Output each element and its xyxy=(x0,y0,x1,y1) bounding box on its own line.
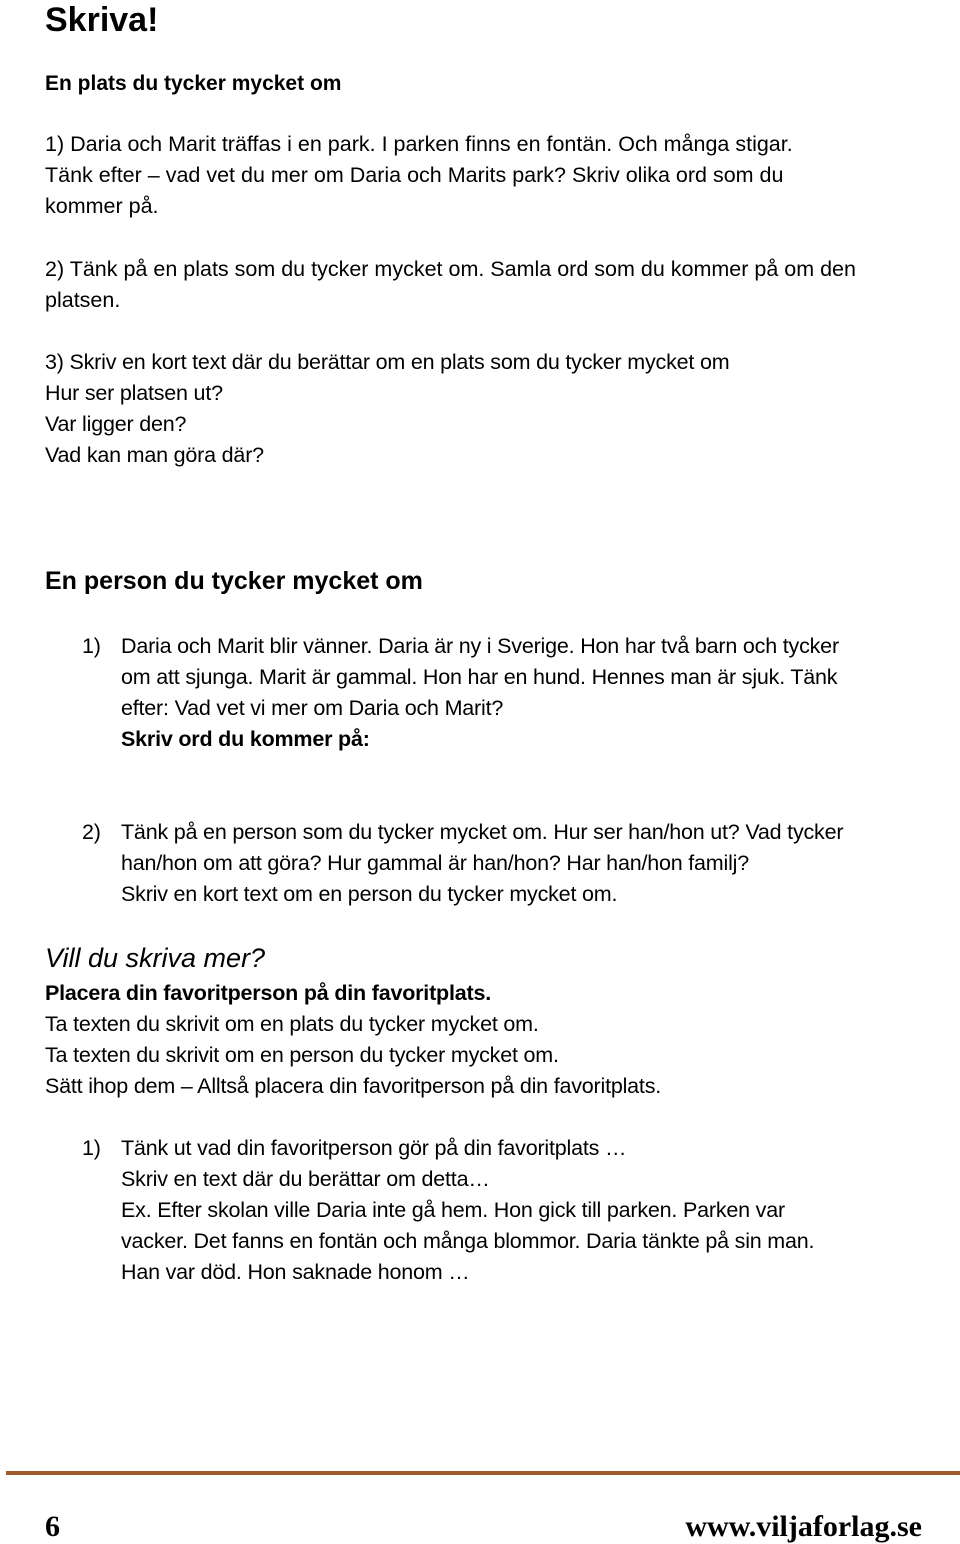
text-line: Tänk efter – vad vet du mer om Daria och Marits park? Skriv olika ord som du xyxy=(45,163,784,187)
list-number: 2) xyxy=(82,820,101,844)
text-line: Skriv en text där du berättar om detta… xyxy=(121,1167,490,1191)
text-line: Vad kan man göra där? xyxy=(45,443,264,467)
more-intro xyxy=(45,978,661,1102)
place-task-2 xyxy=(45,254,856,316)
text-line: 2) Tänk på en plats som du tycker mycket om. Samla ord som du kommer på om den xyxy=(45,257,856,281)
text-line: Daria och Marit blir vänner. Daria är ny i Sverige. Hon har två barn och tycker xyxy=(121,634,839,658)
text-line: Ta texten du skrivit om en plats du tycker mycket om. xyxy=(45,1012,539,1036)
list-number: 1) xyxy=(82,1136,101,1160)
text-line: om att sjunga. Marit är gammal. Hon har en hund. Hennes man är sjuk. Tänk xyxy=(121,665,838,689)
text-line: Ex. Efter skolan ville Daria inte gå hem. Hon gick till parken. Parken var xyxy=(121,1198,785,1222)
text-line: Tänk ut vad din favoritperson gör på din favoritplats … xyxy=(121,1136,627,1160)
text-line: platsen. xyxy=(45,288,121,312)
text-line: efter: Vad vet vi mer om Daria och Marit? xyxy=(121,696,504,720)
text-line: Sätt ihop dem – Alltså placera din favoritperson på din favoritplats. xyxy=(45,1074,662,1098)
text-line: Ta texten du skrivit om en person du tycker mycket om. xyxy=(45,1043,559,1067)
person-task-2 xyxy=(82,817,932,910)
page-number: 6 xyxy=(45,1510,60,1543)
text-line: kommer på. xyxy=(45,194,159,218)
text-line: Skriv en kort text om en person du tycker mycket om. xyxy=(121,882,618,906)
footer-divider xyxy=(6,1471,960,1475)
text-line: han/hon om att göra? Hur gammal är han/hon? Har han/hon familj? xyxy=(121,851,750,875)
page-title: Skriva! xyxy=(45,1,159,39)
more-task-1 xyxy=(82,1133,932,1288)
text-line: 3) Skriv en kort text där du berättar om en plats som du tycker mycket om xyxy=(45,350,730,374)
text-line: Hur ser platsen ut? xyxy=(45,381,223,405)
text-line: Var ligger den? xyxy=(45,412,187,436)
text-line: Tänk på en person som du tycker mycket om. Hur ser han/hon ut? Vad tycker xyxy=(121,820,844,844)
person-task-1 xyxy=(82,631,932,755)
section-heading-person: En person du tycker mycket om xyxy=(45,567,423,595)
publisher-website: www.viljaforlag.se xyxy=(685,1510,922,1543)
list-number: 1) xyxy=(82,634,101,658)
place-task-3 xyxy=(45,347,729,471)
place-task-1 xyxy=(45,129,793,222)
bold-instruction: Skriv ord du kommer på: xyxy=(121,727,370,751)
section-heading-place: En plats du tycker mycket om xyxy=(45,72,342,95)
section-heading-more: Vill du skriva mer? xyxy=(45,943,266,973)
bold-instruction: Placera din favoritperson på din favoritplats. xyxy=(45,981,491,1005)
text-line: 1) Daria och Marit träffas i en park. I parken finns en fontän. Och många stigar. xyxy=(45,132,793,156)
text-line: vacker. Det fanns en fontän och många blommor. Daria tänkte på sin man. xyxy=(121,1229,815,1253)
text-line: Han var död. Hon saknade honom … xyxy=(121,1260,470,1284)
